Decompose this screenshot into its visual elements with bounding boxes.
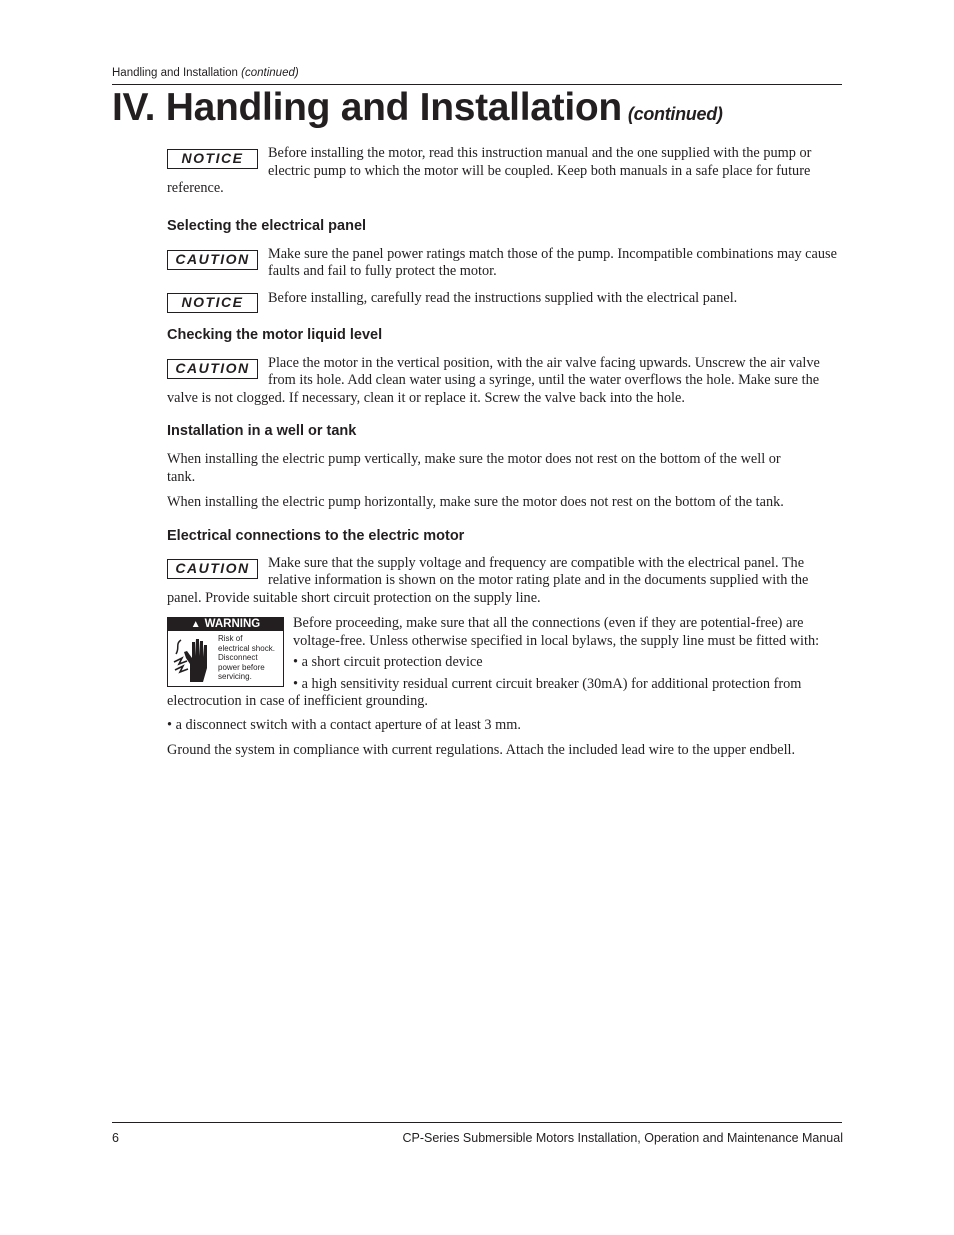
bullet-short-circuit: • a short circuit protection device [293,654,483,670]
footer-manual-title: CP-Series Submersible Motors Installation, Operation and Maintenance Manual [402,1131,843,1145]
bullet-disconnect-switch: • a disconnect switch with a contact aperture of at least 3 mm. [167,716,521,733]
main-content [167,145,839,760]
warning-label-line: electrical shock. [218,643,275,653]
page-title-suffix: (continued) [627,104,723,124]
page-number: 6 [112,1131,119,1145]
caution-electrical-text: Make sure that the supply voltage and frequency are compatible with the electrical panel. The relative information is shown on the motor rating plate and in the documents supplied with the panel. Provide suitable short circuit protection on the supply line. [167,554,809,606]
well-horizontal-text: When installing the electric pump horizontally, make sure the motor does not rest on the bottom of the tank. [167,494,784,510]
page-title [112,86,723,130]
section-heading-electrical: Electrical connections to the electric motor [167,527,465,544]
caution-badge: CAUTION [167,559,258,579]
page-title-main: IV. Handling and Installation [112,86,622,129]
notice-panel-block [167,289,839,313]
notice-panel-text: Before installing, carefully read the instructions supplied with the electrical panel. [268,289,738,306]
ground-text: Ground the system in compliance with current regulations. Attach the included lead wire to the upper endbell. [167,742,796,758]
bullet-residual-breaker: • a high sensitivity residual current circuit breaker (30mA) for additional protection from electrocution in case of inefficient grounding. [167,675,802,709]
header-rule [112,84,842,85]
notice-intro-block [167,145,839,198]
warning-text: Before proceeding, make sure that all the connections (even if they are potential-free) are voltage-free. Unless otherwise specified in local bylaws, the supply line must be fitted with: [293,615,820,649]
notice-intro-text: Before installing the motor, read this instruction manual and the one supplied with the pump or electric pump to which the motor will be coupled. Keep both manuals in a safe place for future reference. [167,145,812,196]
well-vertical-text: When installing the electric pump vertically, make sure the motor does not rest on the bottom of the well or tank. [167,451,781,485]
warning-label [167,617,284,687]
warning-block [167,615,839,711]
caution-liquid-block [167,355,839,408]
warning-label-line: Disconnect [218,653,258,662]
caution-panel-text: Make sure the panel power ratings match those of the pump. Incompatible combinations may cause faults and fail to fully protect the motor. [268,245,837,279]
warning-label-text [218,634,275,682]
caution-electrical-block [167,555,839,608]
running-header-title: Handling and Installation [112,67,238,79]
caution-badge: CAUTION [167,250,258,270]
warning-label-header [168,618,283,631]
running-header [112,67,299,79]
warning-label-line: power before [218,662,265,672]
section-heading-liquid: Checking the motor liquid level [167,326,383,343]
caution-liquid-text: Place the motor in the vertical position, with the air valve facing upwards. Unscrew the air valve from its hole. Add clean water using a syringe, until the water overflows the hole. Make sure the valve is not clogged. If necessary, clean it or replace it. Screw the valve back into the hole. [167,354,820,406]
warning-label-title: WARNING [204,618,261,630]
caution-badge: CAUTION [167,359,258,379]
notice-badge: NOTICE [167,149,258,169]
electric-shock-hand-icon [172,634,216,684]
running-header-suffix: (continued) [241,67,299,79]
warning-label-line: servicing. [218,672,252,681]
notice-badge: NOTICE [167,293,258,313]
section-heading-panel: Selecting the electrical panel [167,217,367,234]
section-heading-well: Installation in a well or tank [167,423,357,439]
warning-label-line: Risk of [218,634,243,643]
caution-panel-block [167,246,839,281]
footer-rule [112,1122,842,1123]
warning-triangle-icon: ▲ [190,619,201,630]
